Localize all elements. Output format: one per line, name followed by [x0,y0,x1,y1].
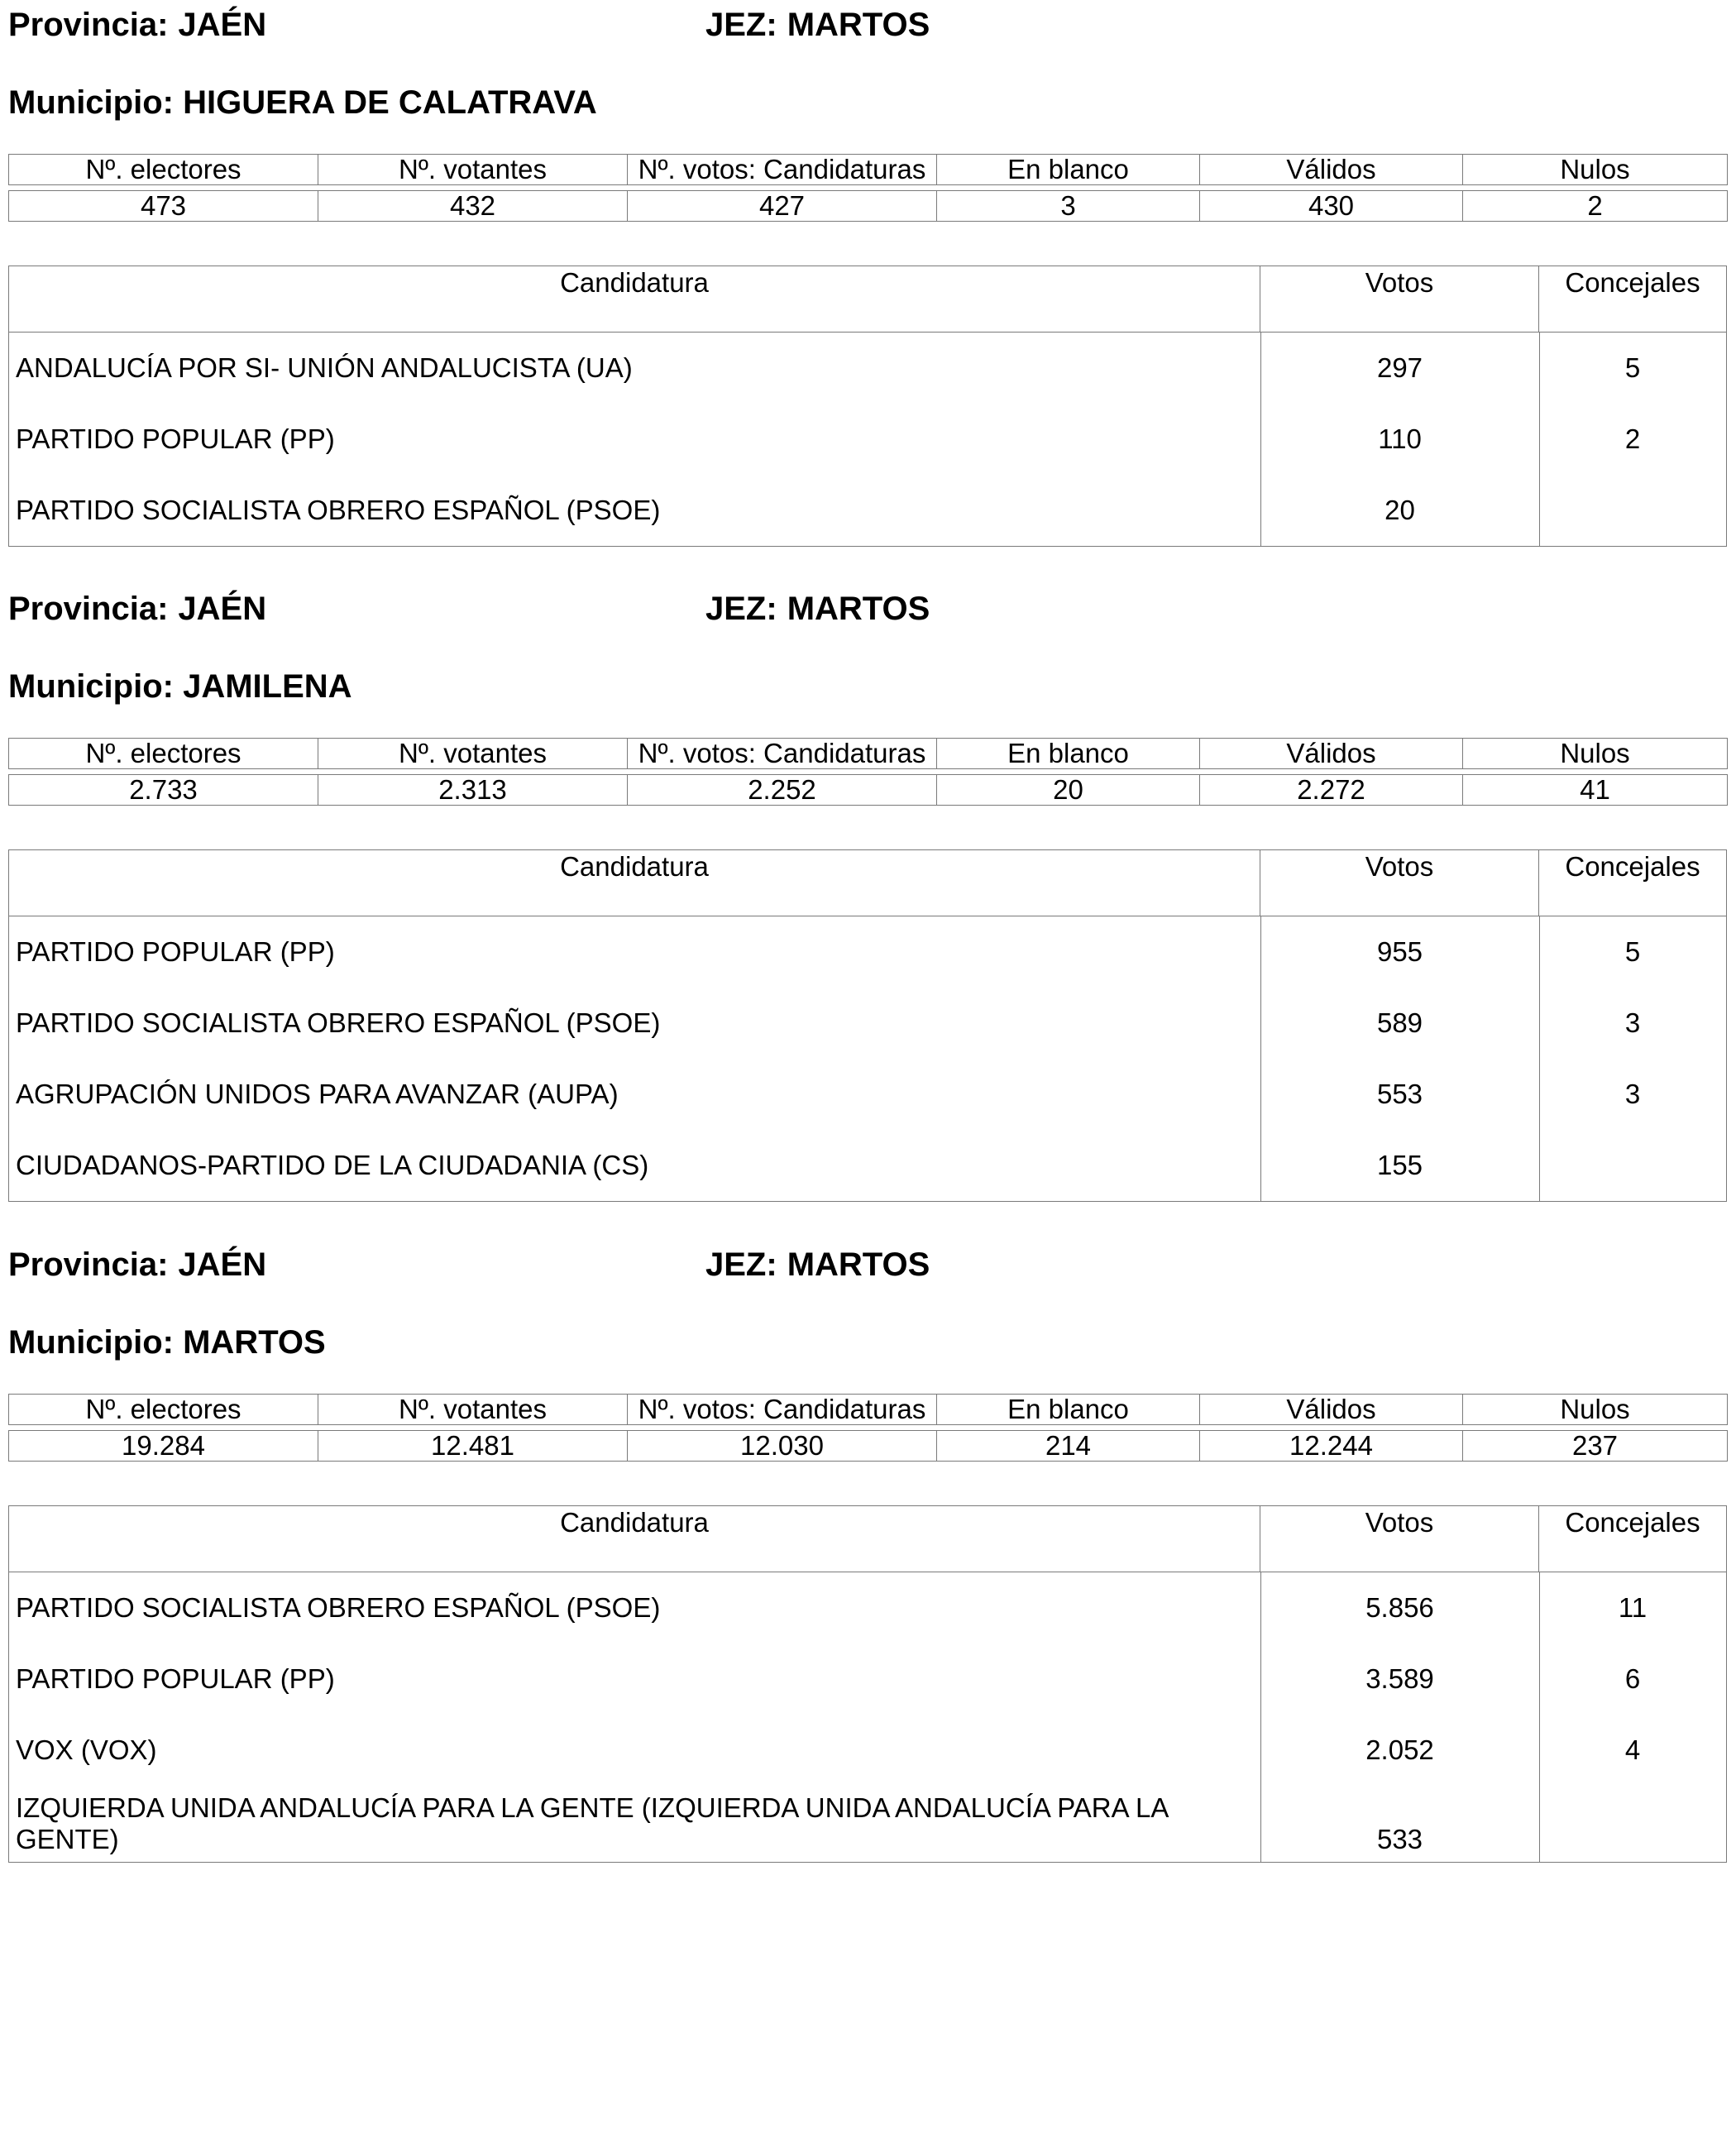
col-nulos: Nulos [1463,1395,1728,1425]
candidatura-name: PARTIDO POPULAR (PP) [16,423,335,454]
candidatura-votos: 955 [1376,936,1423,967]
municipio-label: Municipio: [8,668,174,705]
summary-table [8,738,1728,806]
col-candidatura: Candidatura [9,850,1260,916]
candidatura-votos: 589 [1376,1007,1423,1038]
jez-value: MARTOS [787,7,930,43]
candidatura-name: PARTIDO SOCIALISTA OBRERO ESPAÑOL (PSOE) [16,1007,661,1038]
col-en-blanco: En blanco [937,739,1200,769]
table-row [9,916,1726,988]
candidaturas-header [9,850,1726,916]
col-votantes: Nº. votantes [318,155,628,185]
table-row [9,1130,1726,1201]
provincia-line [8,5,266,45]
candidatura-name: PARTIDO POPULAR (PP) [16,1663,335,1694]
col-votos-candidaturas: Nº. votos: Candidaturas [628,1395,937,1425]
candidatura-votos: 20 [1384,495,1415,525]
validos-value: 2.272 [1200,775,1463,806]
municipio-value: JAMILENA [183,668,352,705]
summary-header-row [9,739,1728,769]
candidatura-concejales [1539,1130,1726,1201]
nulos-value: 2 [1463,191,1728,222]
candidatura-concejales: 5 [1624,352,1641,383]
municipio-label: Municipio: [8,1324,174,1361]
candidaturas-body [9,916,1726,1201]
candidatura-concejales: 3 [1624,1007,1641,1038]
col-validos: Válidos [1200,739,1463,769]
candidatura-concejales: 11 [1618,1592,1648,1623]
jez-label: JEZ: [705,7,777,43]
candidaturas-body [9,1572,1726,1862]
votantes-value: 2.313 [318,775,628,806]
provincia-line [8,1245,266,1285]
candidatura-name: VOX (VOX) [16,1734,157,1765]
municipio-line [8,1323,326,1362]
table-row [9,1643,1726,1715]
jez-value: MARTOS [787,591,930,627]
candidatura-name: AGRUPACIÓN UNIDOS PARA AVANZAR (AUPA) [16,1079,619,1109]
municipio-label: Municipio: [8,84,174,121]
votos-candidaturas-value: 427 [628,191,937,222]
jez-value: MARTOS [787,1246,930,1283]
col-votantes: Nº. votantes [318,1395,628,1425]
jez-label: JEZ: [705,591,777,627]
col-votos: Votos [1260,266,1539,332]
en-blanco-value: 20 [937,775,1200,806]
table-row [9,1786,1726,1862]
table-row [9,475,1726,546]
table-row [9,404,1726,475]
summary-header-row [9,155,1728,185]
electores-value: 473 [9,191,318,222]
col-electores: Nº. electores [9,1395,318,1425]
summary-value-row [9,775,1728,806]
table-row [9,988,1726,1059]
candidatura-concejales [1539,475,1726,546]
candidatura-votos: 553 [1376,1079,1423,1109]
validos-value: 12.244 [1200,1431,1463,1462]
col-validos: Válidos [1200,1395,1463,1425]
candidatura-name: ANDALUCÍA POR SI- UNIÓN ANDALUCISTA (UA) [16,352,633,383]
col-votos: Votos [1260,850,1539,916]
municipio-line [8,83,597,122]
candidaturas-table [8,1505,1727,1863]
candidatura-concejales: 4 [1624,1734,1641,1765]
summary-value-row [9,191,1728,222]
candidatura-concejales [1539,1786,1726,1862]
col-electores: Nº. electores [9,739,318,769]
col-en-blanco: En blanco [937,1395,1200,1425]
municipio-line [8,667,352,706]
col-votos: Votos [1260,1506,1539,1572]
candidatura-concejales: 5 [1624,936,1641,967]
col-electores: Nº. electores [9,155,318,185]
votos-candidaturas-value: 2.252 [628,775,937,806]
provincia-value: JAÉN [178,7,267,43]
candidatura-name: CIUDADANOS-PARTIDO DE LA CIUDADANIA (CS) [16,1150,649,1180]
candidatura-votos: 155 [1376,1150,1423,1180]
provincia-value: JAÉN [178,1246,267,1283]
table-row [9,1715,1726,1786]
votantes-value: 12.481 [318,1431,628,1462]
provincia-value: JAÉN [178,591,267,627]
jez-label: JEZ: [705,1246,777,1283]
candidatura-name: PARTIDO POPULAR (PP) [16,936,335,967]
candidatura-votos: 3.589 [1365,1663,1434,1694]
col-en-blanco: En blanco [937,155,1200,185]
en-blanco-value: 214 [937,1431,1200,1462]
col-votantes: Nº. votantes [318,739,628,769]
votantes-value: 432 [318,191,628,222]
validos-value: 430 [1200,191,1463,222]
table-row [9,333,1726,404]
municipio-value: MARTOS [183,1324,326,1361]
candidatura-name: PARTIDO SOCIALISTA OBRERO ESPAÑOL (PSOE) [16,1592,661,1623]
col-validos: Válidos [1200,155,1463,185]
candidaturas-table [8,849,1727,1202]
provincia-label: Provincia: [8,1246,169,1283]
col-concejales: Concejales [1565,1507,1700,1538]
jez-line [705,1245,930,1285]
candidatura-concejales: 3 [1624,1079,1641,1109]
candidatura-votos: 2.052 [1365,1734,1434,1765]
col-nulos: Nulos [1463,739,1728,769]
summary-value-row [9,1431,1728,1462]
candidatura-votos: 5.856 [1365,1592,1434,1623]
col-votos-candidaturas: Nº. votos: Candidaturas [628,739,937,769]
candidatura-votos: 110 [1378,423,1422,454]
col-candidatura: Candidatura [9,266,1260,332]
table-row [9,1572,1726,1643]
col-concejales: Concejales [1565,267,1700,298]
electores-value: 2.733 [9,775,318,806]
candidaturas-header [9,266,1726,333]
col-nulos: Nulos [1463,155,1728,185]
jez-line [705,5,930,45]
candidatura-concejales: 6 [1624,1663,1641,1694]
col-candidatura: Candidatura [9,1506,1260,1572]
provincia-label: Provincia: [8,591,169,627]
nulos-value: 41 [1463,775,1728,806]
table-row [9,1059,1726,1130]
col-concejales: Concejales [1565,851,1700,882]
summary-table [8,1394,1728,1462]
candidatura-name: PARTIDO SOCIALISTA OBRERO ESPAÑOL (PSOE) [16,495,661,525]
summary-table [8,154,1728,222]
candidatura-votos: 533 [1376,1824,1423,1854]
candidaturas-header [9,1506,1726,1572]
en-blanco-value: 3 [937,191,1200,222]
candidatura-name: IZQUIERDA UNIDA ANDALUCÍA PARA LA GENTE (IZQUIERDA UNIDA ANDALUCÍA PARA LA GENTE) [16,1792,1168,1854]
jez-line [705,589,930,629]
votos-candidaturas-value: 12.030 [628,1431,937,1462]
municipio-value: HIGUERA DE CALATRAVA [183,84,597,121]
col-votos-candidaturas: Nº. votos: Candidaturas [628,155,937,185]
candidatura-votos: 297 [1376,352,1423,383]
candidatura-concejales: 2 [1624,423,1641,454]
nulos-value: 237 [1463,1431,1728,1462]
candidaturas-body [9,333,1726,546]
summary-header-row [9,1395,1728,1425]
electores-value: 19.284 [9,1431,318,1462]
candidaturas-table [8,266,1727,547]
provincia-line [8,589,266,629]
provincia-label: Provincia: [8,7,169,43]
